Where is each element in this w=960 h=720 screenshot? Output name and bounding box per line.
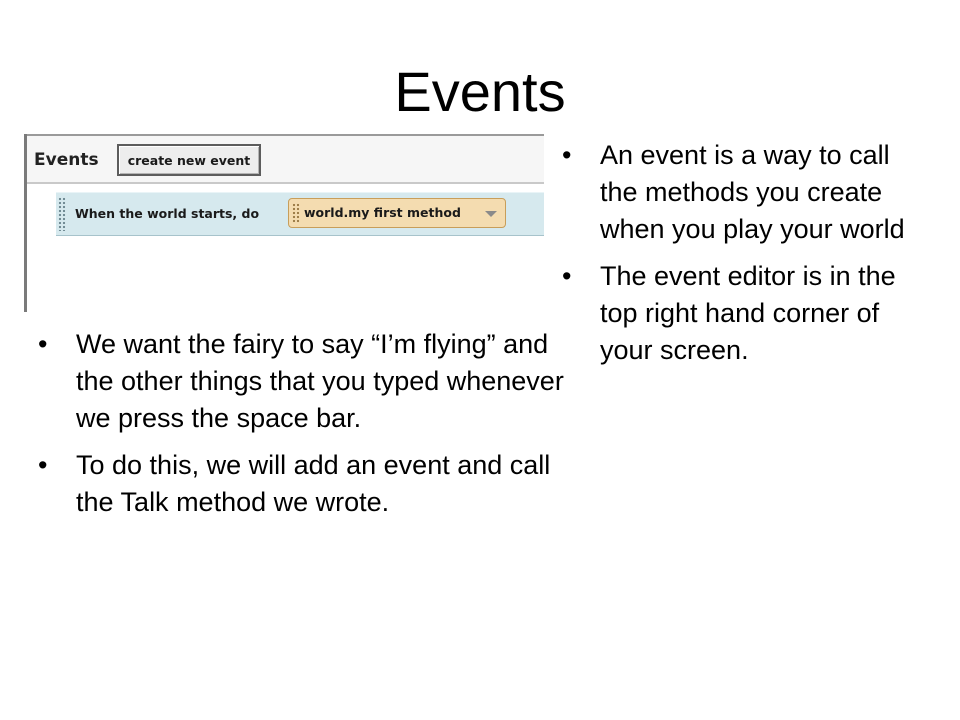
list-item (562, 137, 907, 248)
list-item (38, 447, 573, 521)
bullet-marker: • (38, 329, 48, 359)
tile-grip-icon[interactable] (292, 203, 300, 223)
bullet-text: An event is a way to call the methods you create when you play your world (600, 140, 905, 244)
chevron-down-icon[interactable] (485, 211, 497, 217)
drag-grip-icon[interactable] (58, 197, 66, 231)
editor-divider (27, 182, 544, 184)
slide-title: Events (394, 60, 566, 123)
list-item (38, 326, 573, 437)
editor-header (27, 136, 544, 182)
list-item (562, 258, 907, 369)
event-row[interactable] (56, 192, 544, 236)
method-name: world.my first method (304, 205, 461, 220)
bullet-marker: • (562, 140, 572, 170)
bullet-text: The event editor is in the top right hand corner of your screen. (600, 261, 896, 365)
right-bullet-list (562, 137, 907, 369)
events-header-label: Events (34, 150, 99, 170)
bullet-text: We want the fairy to say “I’m flying” and the other things that you typed whenever we press the space bar. (76, 329, 564, 433)
event-trigger-label: When the world starts, do (75, 206, 260, 221)
method-tile[interactable] (288, 198, 506, 228)
bullet-marker: • (38, 450, 48, 480)
bullet-marker: • (562, 261, 572, 291)
event-editor-screenshot (24, 134, 544, 312)
bullet-text: To do this, we will add an event and call the Talk method we wrote. (76, 450, 551, 517)
create-new-event-button[interactable]: create new event (117, 144, 261, 176)
left-bullet-list (38, 326, 573, 521)
